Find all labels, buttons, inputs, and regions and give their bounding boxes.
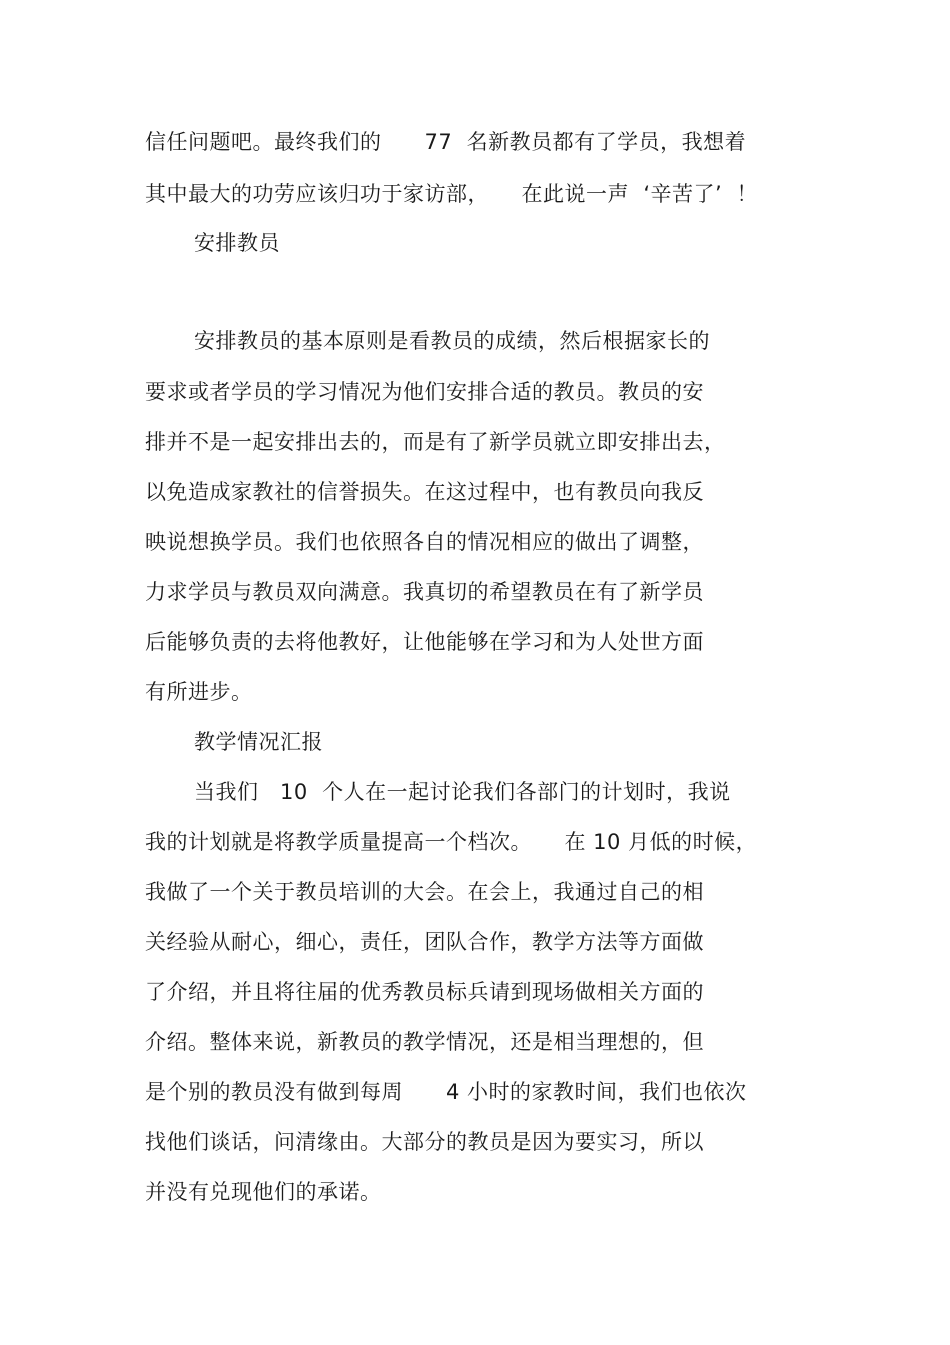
text-line: 有所进步。 bbox=[145, 680, 253, 704]
text-line: 映说想换学员。我们也依照各自的情况相应的做出了调整， bbox=[145, 530, 704, 554]
text-line: 安排教员的基本原则是看教员的成绩，然后根据家长的 bbox=[194, 329, 710, 353]
text-line: 了介绍，并且将往届的优秀教员标兵请到现场做相关方面的 bbox=[145, 980, 704, 1004]
text-line: 是个别的教员没有做到每周 4 小时的家教时间，我们也依次 bbox=[145, 1080, 747, 1104]
text-line: 其中最大的功劳应该归功于家访部， 在此说一声 ‘辛苦了’ ！ bbox=[145, 182, 759, 206]
text-line: 找他们谈话，问清缘由。大部分的教员是因为要实习，所以 bbox=[145, 1130, 704, 1154]
text-line: 以免造成家教社的信誉损失。在这过程中，也有教员向我反 bbox=[145, 480, 704, 504]
text-line: 介绍。整体来说，新教员的教学情况，还是相当理想的，但 bbox=[145, 1030, 704, 1054]
text-line: 我的计划就是将教学质量提高一个档次。 在 10 月低的时候， bbox=[145, 830, 758, 854]
text-line: 我做了一个关于教员培训的大会。在会上，我通过自己的相 bbox=[145, 880, 704, 904]
text-line: 并没有兑现他们的承诺。 bbox=[145, 1180, 382, 1204]
text-line: 关经验从耐心，细心，责任，团队合作，教学方法等方面做 bbox=[145, 930, 704, 954]
text-line: 后能够负责的去将他教好，让他能够在学习和为人处世方面 bbox=[145, 630, 704, 654]
section-heading: 教学情况汇报 bbox=[194, 730, 323, 754]
text-line: 排并不是一起安排出去的，而是有了新学员就立即安排出去， bbox=[145, 430, 726, 454]
text-line: 信任问题吧。最终我们的 77 名新教员都有了学员，我想着 bbox=[145, 130, 747, 154]
text-line: 力求学员与教员双向满意。我真切的希望教员在有了新学员 bbox=[145, 580, 704, 604]
section-heading: 安排教员 bbox=[194, 231, 280, 255]
text-line: 要求或者学员的学习情况为他们安排合适的教员。教员的安 bbox=[145, 380, 704, 404]
text-line: 当我们 10 个人在一起讨论我们各部门的计划时，我说 bbox=[194, 780, 731, 804]
